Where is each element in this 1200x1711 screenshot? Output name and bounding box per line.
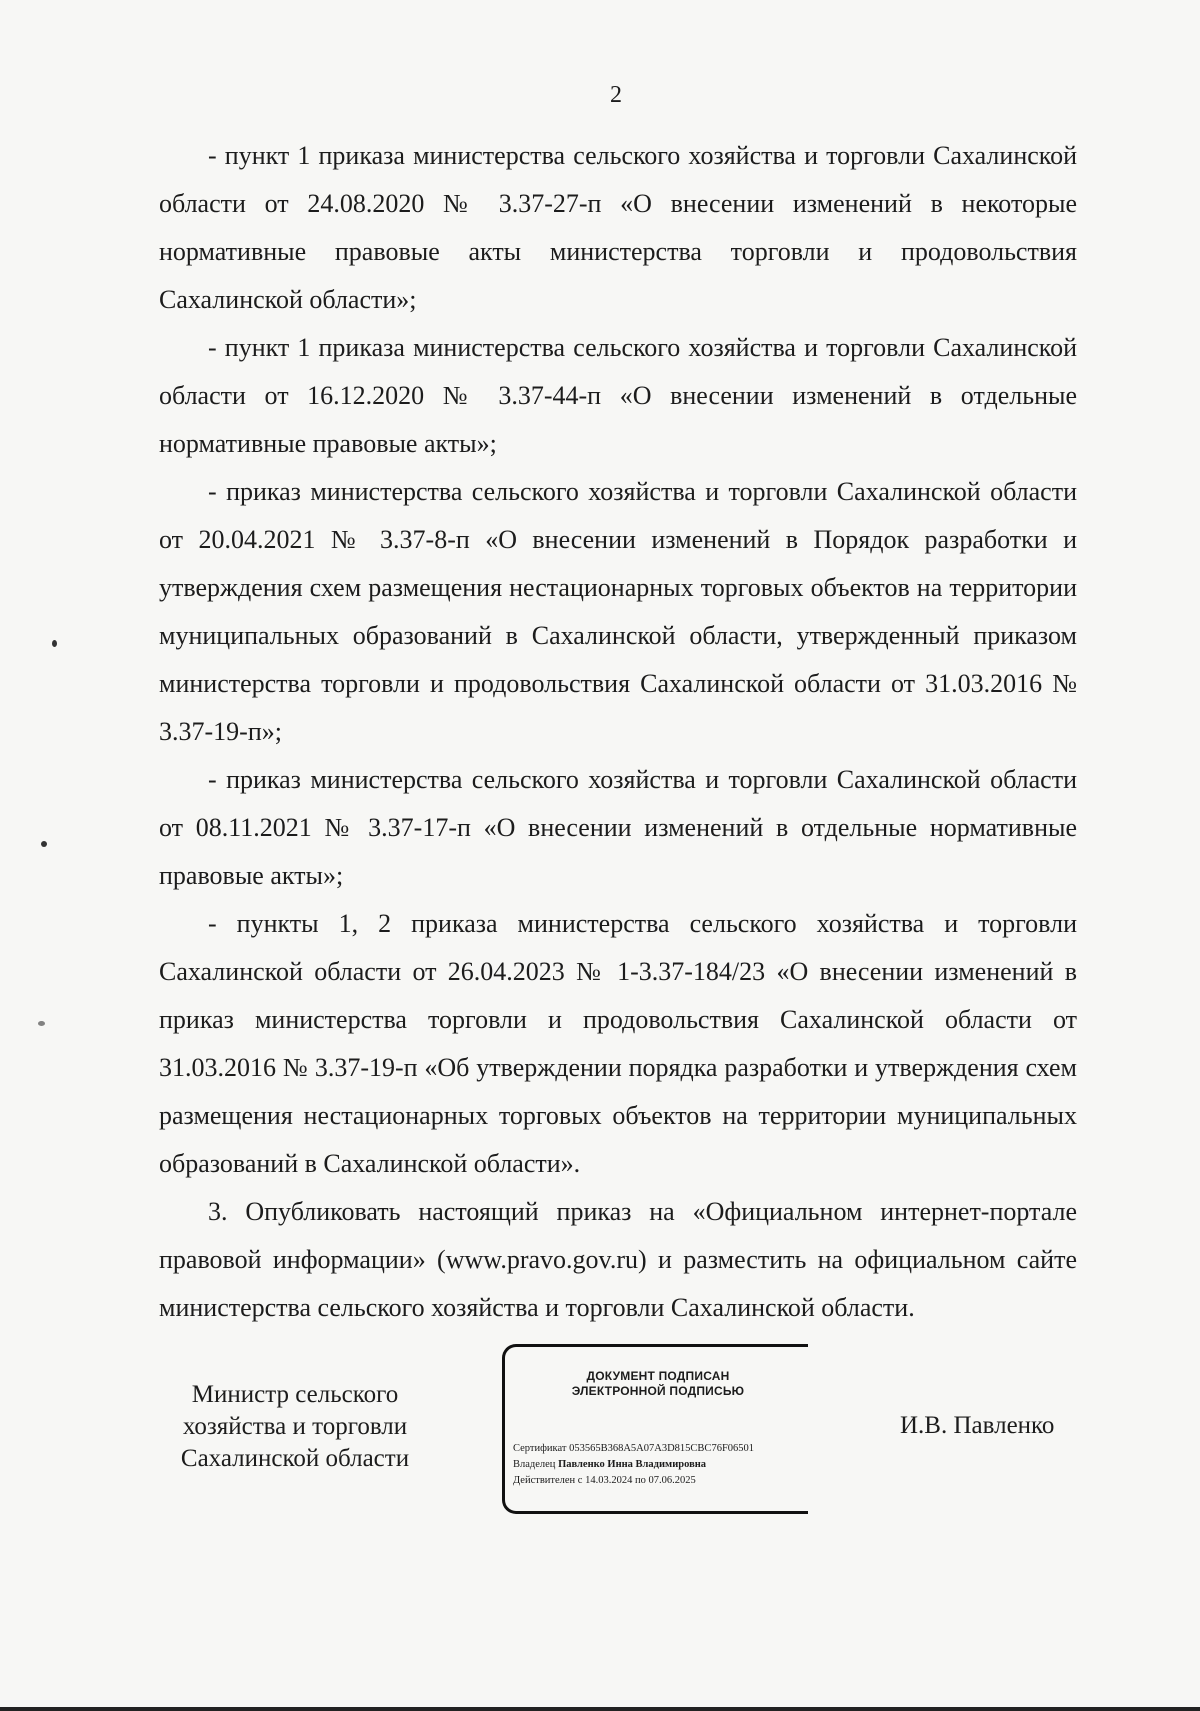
- scan-edge-line: [0, 1707, 1200, 1711]
- scan-speck: [52, 640, 57, 647]
- document-body: [159, 132, 1077, 1332]
- stamp-title: [505, 1369, 811, 1399]
- electronic-signature-stamp: [502, 1344, 808, 1514]
- signer-name: И.В. Павленко: [900, 1412, 1055, 1439]
- valid-label: Действителен с: [513, 1475, 583, 1486]
- stamp-certificate: [513, 1441, 813, 1457]
- scan-speck: [41, 841, 47, 847]
- stamp-details: [513, 1441, 813, 1489]
- scan-speck: [38, 1021, 45, 1026]
- paragraph-item-1: - пункт 1 приказа министерства сельского хозяйства и торговли Сахалинской области от 24.08.2020 № 3.37-27-п «О внесении изменений в некоторые нормативные правовые акты министерства торговли и продовольствия Сахалинской области»;: [159, 141, 1077, 314]
- stamp-title-line: ДОКУМЕНТ ПОДПИСАН: [586, 1369, 730, 1383]
- valid-to: 07.06.2025: [648, 1475, 696, 1486]
- paragraph-item-4: - приказ министерства сельского хозяйства и торговли Сахалинской области от 08.11.2021 № 3.37-17-п «О внесении изменений в отдельные нормативные правовые акты»;: [159, 765, 1077, 890]
- position-line: Сахалинской области: [180, 1445, 410, 1472]
- paragraph-item-3: - приказ министерства сельского хозяйства и торговли Сахалинской области от 20.04.2021 № 3.37-8-п «О внесении изменений в Порядок разработки и утверждения схем размещения нестационарных торговых объектов на территории муниципальных образований в Сахалинской области, утвержденный приказом министерства торговли и продовольствия Сахалинской области от 31.03.2016 № 3.37-19-п»;: [159, 477, 1077, 746]
- position-line: хозяйства и торговли: [182, 1413, 408, 1440]
- certificate-value: 053565B368A5A07A3D815CBC76F06501: [569, 1443, 755, 1454]
- owner-label: Владелец: [513, 1459, 556, 1470]
- owner-value: Павленко Инна Владимировна: [558, 1459, 707, 1470]
- page-number: 2: [610, 82, 622, 108]
- position-line: Министр сельского: [191, 1381, 399, 1408]
- stamp-owner: [513, 1457, 813, 1473]
- paragraph-publication: 3. Опубликовать настоящий приказ на «Официальном интернет-портале правовой информации» (www.pravo.gov.ru) и разместить на официальном сайте министерства сельского хозяйства и торговли Сахалинской области.: [159, 1197, 1077, 1322]
- valid-to-label: по: [634, 1475, 646, 1486]
- stamp-validity: [513, 1473, 813, 1489]
- certificate-label: Сертификат: [513, 1443, 567, 1454]
- stamp-title-line: ЭЛЕКТРОННОЙ ПОДПИСЬЮ: [571, 1384, 745, 1398]
- paragraph-item-2: - пункт 1 приказа министерства сельского хозяйства и торговли Сахалинской области от 16.12.2020 № 3.37-44-п «О внесении изменений в отдельные нормативные правовые акты»;: [159, 333, 1077, 458]
- paragraph-item-5: - пункты 1, 2 приказа министерства сельского хозяйства и торговли Сахалинской области от 26.04.2023 № 1-3.37-184/23 «О внесении изменений в приказ министерства торговли и продовольствия Сахалинской области от 31.03.2016 № 3.37-19-п «Об утверждении порядка разработки и утверждения схем размещения нестационарных торговых объектов на территории муниципальных образований в Сахалинской области».: [159, 909, 1077, 1178]
- signature-block: [0, 1344, 1200, 1514]
- signatory-position: [165, 1379, 425, 1475]
- valid-from: 14.03.2024: [585, 1475, 633, 1486]
